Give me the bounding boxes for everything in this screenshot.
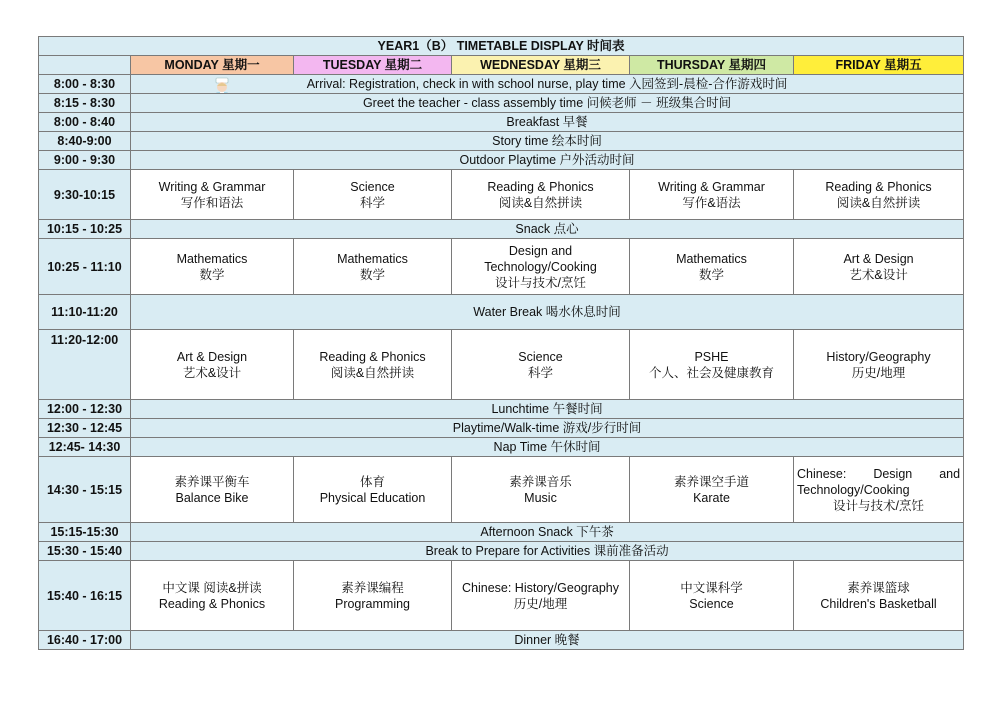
lesson-en: Science <box>518 349 563 364</box>
lesson-cell <box>630 561 794 631</box>
lesson-cell <box>131 330 294 400</box>
day-thursday: THURSDAY 星期四 <box>630 56 794 75</box>
time-slot: 9:30-10:15 <box>39 170 131 220</box>
lesson-cn: 艺术&设计 <box>849 267 908 282</box>
lesson-en: Technology/Cooking <box>797 482 910 497</box>
lesson-cell <box>294 561 452 631</box>
lesson-cell <box>794 239 964 295</box>
day-header-row <box>39 56 964 75</box>
lesson-cell <box>794 330 964 400</box>
lesson-en: PSHE <box>694 349 729 364</box>
corner-cell <box>39 56 131 75</box>
lesson-cell <box>794 170 964 220</box>
lesson-cell <box>452 457 630 523</box>
lesson-en: Music <box>524 490 557 505</box>
lesson-en: Karate <box>693 490 730 505</box>
lesson-cn: 素养课音乐 <box>509 474 572 489</box>
row-lesson-1 <box>39 170 964 220</box>
lesson-cell <box>131 239 294 295</box>
timetable <box>38 36 964 650</box>
lesson-en: Mathematics <box>337 251 408 266</box>
lesson-cn: 历史/地理 <box>851 365 906 380</box>
lesson-en: Mathematics <box>176 251 248 266</box>
lesson-cn: 设计与技术/烹饪 <box>833 498 925 513</box>
lesson-en: Physical Education <box>319 490 426 505</box>
row-story <box>39 132 964 151</box>
lesson-cn: 阅读&自然拼读 <box>836 195 921 210</box>
lesson-cn: 体育 <box>359 474 385 489</box>
lesson-cell <box>294 170 452 220</box>
lesson-en: Chinese: History/Geography <box>461 580 620 595</box>
lesson-cn: 素养课空手道 <box>673 474 749 489</box>
lesson-en: Technology/Cooking <box>484 259 597 274</box>
day-friday: FRIDAY 星期五 <box>794 56 964 75</box>
row-nap <box>39 438 964 457</box>
time-slot: 9:00 - 9:30 <box>39 151 131 170</box>
lesson-en: Writing & Grammar <box>158 179 266 194</box>
lesson-en: Writing & Grammar <box>658 179 765 194</box>
lesson-cell <box>630 330 794 400</box>
lesson-en: Design and <box>508 243 573 258</box>
break-prep-cell: Break to Prepare for Activities 课前准备活动 <box>131 542 964 561</box>
lesson-en: Reading & Phonics <box>487 179 594 194</box>
row-water <box>39 295 964 330</box>
lesson-cn: 科学 <box>359 195 385 210</box>
nurse-icon <box>211 77 233 94</box>
lesson-cell <box>630 170 794 220</box>
lesson-cn: 写作&语法 <box>682 195 741 210</box>
lesson-cell <box>131 561 294 631</box>
lesson-cn: 个人、社会及健康教育 <box>648 365 774 380</box>
time-slot: 12:00 - 12:30 <box>39 400 131 419</box>
time-slot: 8:40-9:00 <box>39 132 131 151</box>
day-wednesday: WEDNESDAY 星期三 <box>452 56 630 75</box>
lesson-en: Programming <box>334 596 411 611</box>
row-lunch <box>39 400 964 419</box>
row-greet <box>39 94 964 113</box>
row-lesson-5 <box>39 561 964 631</box>
row-lesson-3 <box>39 330 964 400</box>
time-slot: 8:15 - 8:30 <box>39 94 131 113</box>
lesson-cell <box>294 239 452 295</box>
row-lesson-4 <box>39 457 964 523</box>
playtime-cell: Playtime/Walk-time 游戏/步行时间 <box>131 419 964 438</box>
lesson-cell <box>294 457 452 523</box>
lesson-cn: 数学 <box>359 267 385 282</box>
story-cell: Story time 绘本时间 <box>131 132 964 151</box>
greet-cell: Greet the teacher - class assembly time 问候老师 － 班级集合时间 <box>131 94 964 113</box>
lesson-cn: 素养课编程 <box>341 580 404 595</box>
row-lesson-2 <box>39 239 964 295</box>
lesson-cn: 素养课平衡车 <box>174 474 250 489</box>
lesson-cn: 中文课科学 <box>680 580 743 595</box>
lesson-cell <box>794 457 964 523</box>
time-slot: 14:30 - 15:15 <box>39 457 131 523</box>
arrival-text: Arrival: Registration, check in with school nurse, play time 入园签到-晨检-合作游戏时间 <box>306 77 788 91</box>
time-slot: 10:15 - 10:25 <box>39 220 131 239</box>
dinner-cell: Dinner 晚餐 <box>131 631 964 650</box>
time-slot: 15:15-15:30 <box>39 523 131 542</box>
lesson-cn: 数学 <box>698 267 724 282</box>
day-tuesday: TUESDAY 星期二 <box>294 56 452 75</box>
row-breakfast <box>39 113 964 132</box>
timetable-title: YEAR1（B） TIMETABLE DISPLAY 时间表 <box>39 37 964 56</box>
time-slot: 8:00 - 8:30 <box>39 75 131 94</box>
lesson-cn: 艺术&设计 <box>182 365 242 380</box>
lesson-en: Children's Basketball <box>820 596 937 611</box>
time-slot: 15:30 - 15:40 <box>39 542 131 561</box>
lesson-cell <box>452 330 630 400</box>
lesson-en: Reading & Phonics <box>158 596 266 611</box>
outdoor-cell: Outdoor Playtime 户外活动时间 <box>131 151 964 170</box>
lesson-cell <box>452 239 630 295</box>
row-arrival <box>39 75 964 94</box>
row-dinner <box>39 631 964 650</box>
time-slot: 12:30 - 12:45 <box>39 419 131 438</box>
lesson-en: Science <box>350 179 395 194</box>
row-play <box>39 419 964 438</box>
lesson-cell <box>630 239 794 295</box>
lesson-en: Art & Design <box>176 349 248 364</box>
row-afternoon-snack <box>39 523 964 542</box>
lesson-en: Reading & Phonics <box>319 349 426 364</box>
breakfast-cell: Breakfast 早餐 <box>131 113 964 132</box>
lesson-en: Science <box>689 596 734 611</box>
lesson-cn: 阅读&自然拼读 <box>498 195 583 210</box>
lesson-en: Balance Bike <box>175 490 249 505</box>
afternoon-snack-cell: Afternoon Snack 下午茶 <box>131 523 964 542</box>
lunch-cell: Lunchtime 午餐时间 <box>131 400 964 419</box>
nap-cell: Nap Time 午休时间 <box>131 438 964 457</box>
time-slot: 11:10-11:20 <box>39 295 131 330</box>
lesson-cn: 设计与技术/烹饪 <box>495 275 586 290</box>
lesson-en: Art & Design <box>843 251 914 266</box>
snack-cell: Snack 点心 <box>131 220 964 239</box>
lesson-cell <box>294 330 452 400</box>
water-break-cell: Water Break 喝水休息时间 <box>131 295 964 330</box>
lesson-cn: 科学 <box>527 365 553 380</box>
time-slot: 15:40 - 16:15 <box>39 561 131 631</box>
lesson-cn: 阅读&自然拼读 <box>330 365 415 380</box>
lesson-cell <box>630 457 794 523</box>
lesson-en: Chinese: Design and <box>797 466 961 481</box>
lesson-cn: 数学 <box>199 267 225 282</box>
lesson-cn: 素养课篮球 <box>847 580 910 595</box>
lesson-cell <box>131 170 294 220</box>
lesson-cell <box>452 561 630 631</box>
lesson-en: History/Geography <box>826 349 931 364</box>
row-outdoor <box>39 151 964 170</box>
lesson-cn: 中文课 阅读&拼读 <box>162 580 262 595</box>
lesson-cell <box>452 170 630 220</box>
row-break-prep <box>39 542 964 561</box>
lesson-cn: 历史/地理 <box>513 596 568 611</box>
time-slot: 16:40 - 17:00 <box>39 631 131 650</box>
lesson-en: Mathematics <box>676 251 747 266</box>
arrival-cell <box>131 75 964 94</box>
lesson-cell <box>131 457 294 523</box>
time-slot: 10:25 - 11:10 <box>39 239 131 295</box>
time-slot: 11:20-12:00 <box>39 330 131 400</box>
time-slot: 8:00 - 8:40 <box>39 113 131 132</box>
day-monday: MONDAY 星期一 <box>131 56 294 75</box>
lesson-en: Reading & Phonics <box>825 179 932 194</box>
time-slot: 12:45- 14:30 <box>39 438 131 457</box>
lesson-cn: 写作和语法 <box>180 195 244 210</box>
lesson-cell <box>794 561 964 631</box>
row-snack <box>39 220 964 239</box>
